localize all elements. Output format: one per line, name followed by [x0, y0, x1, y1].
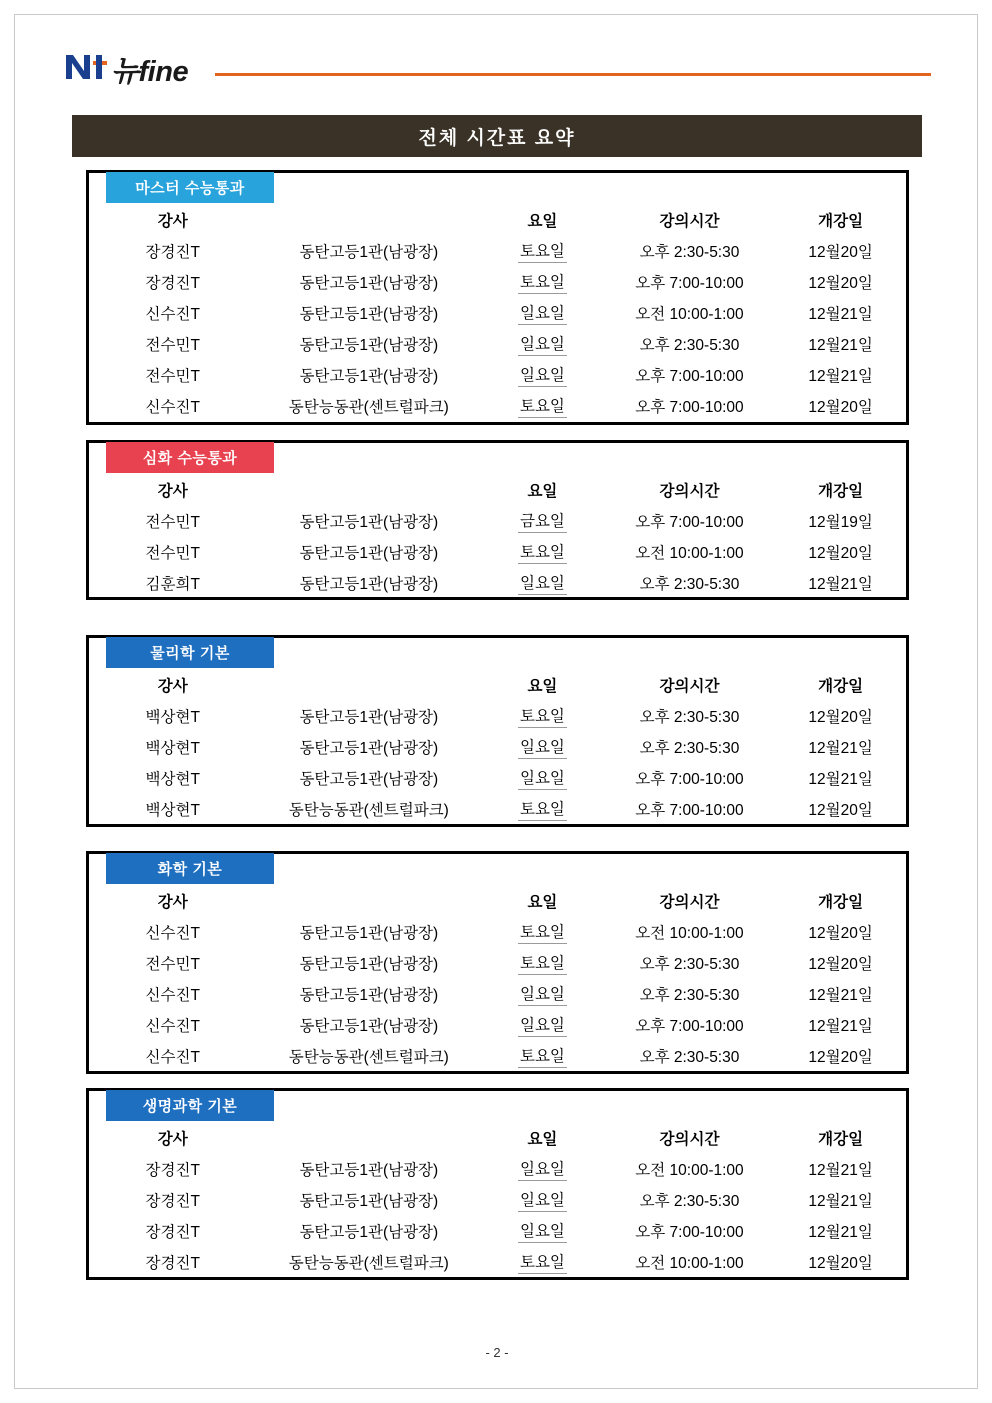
cell-place: 동탄고등1관(남광장): [299, 305, 439, 323]
table-row: [89, 793, 906, 824]
table-row: [89, 536, 906, 567]
cell-day: 토요일: [481, 1040, 604, 1071]
cell-day: 일요일: [481, 297, 604, 328]
schedule-table: [89, 204, 906, 421]
cell-day: 금요일: [481, 505, 604, 536]
cell-time: 오전 10:00-1:00: [635, 1254, 744, 1272]
cell-time: 오후 7:00-10:00: [635, 398, 744, 416]
column-header-teacher: 강사: [157, 482, 188, 500]
cell-teacher: 신수진T: [145, 1048, 200, 1066]
cell-start: 12월20일: [808, 708, 873, 726]
cell-teacher: 신수진T: [145, 305, 200, 323]
cell-start: 12월21일: [808, 770, 873, 788]
column-header-time: 강의시간: [659, 1130, 720, 1148]
cell-day: 토요일: [481, 947, 604, 978]
cell-place: 동탄고등1관(남광장): [299, 243, 439, 261]
cell-place: 동탄고등1관(남광장): [299, 513, 439, 531]
cell-start: 12월20일: [808, 801, 873, 819]
table-row: [89, 567, 906, 598]
cell-day: 토요일: [481, 1246, 604, 1277]
column-header-place: [256, 474, 481, 505]
cell-time: 오후 2:30-5:30: [639, 1048, 740, 1066]
cell-teacher: 전수민T: [145, 955, 200, 973]
cell-place: 동탄고등1관(남광장): [299, 1192, 439, 1210]
section-tag: 화학 기본: [106, 853, 274, 884]
cell-time: 오후 2:30-5:30: [639, 336, 740, 354]
cell-day: 일요일: [481, 1215, 604, 1246]
column-header-day: 요일: [527, 677, 558, 695]
schedule-table: [89, 474, 906, 598]
cell-place: 동탄고등1관(남광장): [299, 575, 439, 593]
cell-start: 12월20일: [808, 1254, 873, 1272]
cell-day: 일요일: [481, 1184, 604, 1215]
page-title: 전체 시간표 요약: [72, 115, 922, 157]
table-header-row: [89, 474, 906, 505]
column-header-day: 요일: [527, 482, 558, 500]
cell-day: 일요일: [481, 359, 604, 390]
cell-time: 오후 2:30-5:30: [639, 986, 740, 1004]
cell-time: 오후 7:00-10:00: [635, 367, 744, 385]
table-row: [89, 731, 906, 762]
cell-time: 오전 10:00-1:00: [635, 305, 744, 323]
section-tag: 물리학 기본: [106, 637, 274, 668]
table-row: [89, 1215, 906, 1246]
table-row: [89, 1184, 906, 1215]
cell-place: 동탄능동관(센트럴파크): [288, 801, 449, 819]
cell-start: 12월21일: [808, 1192, 873, 1210]
cell-day: 토요일: [481, 235, 604, 266]
cell-place: 동탄고등1관(남광장): [299, 739, 439, 757]
table-row: [89, 359, 906, 390]
cell-place: 동탄고등1관(남광장): [299, 1223, 439, 1241]
column-header-time: 강의시간: [659, 893, 720, 911]
cell-teacher: 신수진T: [145, 1017, 200, 1035]
cell-teacher: 백상현T: [145, 770, 200, 788]
cell-teacher: 전수민T: [145, 336, 200, 354]
course-section: [86, 170, 909, 425]
cell-start: 12월21일: [808, 1223, 873, 1241]
table-row: [89, 1246, 906, 1277]
cell-teacher: 전수민T: [145, 367, 200, 385]
cell-day: 일요일: [481, 328, 604, 359]
column-header-time: 강의시간: [659, 482, 720, 500]
cell-day: 토요일: [481, 390, 604, 421]
cell-time: 오후 7:00-10:00: [635, 274, 744, 292]
cell-day: 일요일: [481, 978, 604, 1009]
cell-start: 12월21일: [808, 1161, 873, 1179]
cell-day: 일요일: [481, 567, 604, 598]
schedule-table: [89, 669, 906, 824]
table-row: [89, 978, 906, 1009]
cell-place: 동탄고등1관(남광장): [299, 1017, 439, 1035]
cell-time: 오전 10:00-1:00: [635, 924, 744, 942]
nf-logo-icon: [63, 49, 109, 83]
cell-start: 12월21일: [808, 575, 873, 593]
cell-day: 토요일: [481, 793, 604, 824]
brand-header: [63, 49, 931, 99]
column-header-day: 요일: [527, 212, 558, 230]
table-row: [89, 328, 906, 359]
cell-start: 12월21일: [808, 367, 873, 385]
cell-place: 동탄고등1관(남광장): [299, 708, 439, 726]
cell-day: 일요일: [481, 1009, 604, 1040]
schedule-table: [89, 1122, 906, 1277]
column-header-start: 개강일: [818, 893, 864, 911]
table-header-row: [89, 885, 906, 916]
cell-teacher: 신수진T: [145, 924, 200, 942]
cell-day: 일요일: [481, 731, 604, 762]
table-row: [89, 916, 906, 947]
cell-time: 오후 2:30-5:30: [639, 243, 740, 261]
cell-place: 동탄고등1관(남광장): [299, 1161, 439, 1179]
table-row: [89, 1153, 906, 1184]
table-row: [89, 297, 906, 328]
cell-start: 12월20일: [808, 274, 873, 292]
cell-teacher: 장경진T: [145, 274, 200, 292]
page-number: - 2 -: [485, 1345, 509, 1360]
column-header-teacher: 강사: [157, 1130, 188, 1148]
table-row: [89, 505, 906, 536]
column-header-start: 개강일: [818, 482, 864, 500]
cell-start: 12월19일: [808, 513, 873, 531]
cell-time: 오후 2:30-5:30: [639, 575, 740, 593]
cell-teacher: 전수민T: [145, 513, 200, 531]
table-header-row: [89, 204, 906, 235]
cell-start: 12월21일: [808, 986, 873, 1004]
cell-teacher: 신수진T: [145, 398, 200, 416]
cell-time: 오후 7:00-10:00: [635, 1223, 744, 1241]
cell-teacher: 신수진T: [145, 986, 200, 1004]
table-row: [89, 266, 906, 297]
cell-place: 동탄능동관(센트럴파크): [288, 1254, 449, 1272]
column-header-day: 요일: [527, 1130, 558, 1148]
cell-teacher: 장경진T: [145, 1223, 200, 1241]
cell-start: 12월20일: [808, 955, 873, 973]
column-header-teacher: 강사: [157, 893, 188, 911]
cell-day: 토요일: [481, 266, 604, 297]
table-row: [89, 1009, 906, 1040]
column-header-teacher: 강사: [157, 212, 188, 230]
cell-start: 12월21일: [808, 336, 873, 354]
cell-time: 오후 2:30-5:30: [639, 955, 740, 973]
column-header-day: 요일: [527, 893, 558, 911]
cell-time: 오후 7:00-10:00: [635, 513, 744, 531]
table-header-row: [89, 1122, 906, 1153]
cell-teacher: 장경진T: [145, 1192, 200, 1210]
cell-teacher: 백상현T: [145, 739, 200, 757]
cell-place: 동탄고등1관(남광장): [299, 274, 439, 292]
section-tag: 심화 수능통과: [106, 442, 274, 473]
column-header-start: 개강일: [818, 1130, 864, 1148]
cell-teacher: 김훈희T: [145, 575, 200, 593]
table-header-row: [89, 669, 906, 700]
table-row: [89, 1040, 906, 1071]
cell-time: 오후 7:00-10:00: [635, 1017, 744, 1035]
course-section: [86, 440, 909, 600]
cell-place: 동탄고등1관(남광장): [299, 924, 439, 942]
cell-start: 12월21일: [808, 739, 873, 757]
cell-place: 동탄고등1관(남광장): [299, 544, 439, 562]
cell-teacher: 백상현T: [145, 801, 200, 819]
cell-place: 동탄고등1관(남광장): [299, 367, 439, 385]
cell-start: 12월20일: [808, 398, 873, 416]
cell-day: 일요일: [481, 762, 604, 793]
column-header-time: 강의시간: [659, 212, 720, 230]
cell-teacher: 장경진T: [145, 243, 200, 261]
column-header-start: 개강일: [818, 212, 864, 230]
table-row: [89, 700, 906, 731]
cell-time: 오후 2:30-5:30: [639, 739, 740, 757]
column-header-start: 개강일: [818, 677, 864, 695]
cell-teacher: 장경진T: [145, 1161, 200, 1179]
cell-start: 12월20일: [808, 243, 873, 261]
course-section: [86, 635, 909, 827]
cell-time: 오후 7:00-10:00: [635, 801, 744, 819]
table-row: [89, 947, 906, 978]
cell-time: 오후 2:30-5:30: [639, 1192, 740, 1210]
column-header-place: [256, 204, 481, 235]
column-header-place: [256, 885, 481, 916]
cell-day: 토요일: [481, 536, 604, 567]
cell-start: 12월20일: [808, 924, 873, 942]
column-header-place: [256, 1122, 481, 1153]
cell-teacher: 백상현T: [145, 708, 200, 726]
column-header-place: [256, 669, 481, 700]
cell-start: 12월21일: [808, 1017, 873, 1035]
table-row: [89, 235, 906, 266]
cell-day: 토요일: [481, 700, 604, 731]
section-tag: 마스터 수능통과: [106, 172, 274, 203]
cell-start: 12월20일: [808, 1048, 873, 1066]
header-rule: [215, 73, 931, 76]
brand-name: 뉴fine: [111, 56, 189, 88]
document-page: [14, 14, 978, 1389]
cell-start: 12월21일: [808, 305, 873, 323]
cell-place: 동탄고등1관(남광장): [299, 336, 439, 354]
section-tag: 생명과학 기본: [106, 1090, 274, 1121]
cell-time: 오후 7:00-10:00: [635, 770, 744, 788]
column-header-time: 강의시간: [659, 677, 720, 695]
column-header-teacher: 강사: [157, 677, 188, 695]
table-row: [89, 762, 906, 793]
cell-place: 동탄능동관(센트럴파크): [288, 398, 449, 416]
cell-teacher: 전수민T: [145, 544, 200, 562]
cell-place: 동탄능동관(센트럴파크): [288, 1048, 449, 1066]
schedule-table: [89, 885, 906, 1071]
cell-teacher: 장경진T: [145, 1254, 200, 1272]
cell-place: 동탄고등1관(남광장): [299, 986, 439, 1004]
cell-time: 오전 10:00-1:00: [635, 544, 744, 562]
cell-time: 오전 10:00-1:00: [635, 1161, 744, 1179]
cell-place: 동탄고등1관(남광장): [299, 955, 439, 973]
course-section: [86, 851, 909, 1074]
cell-day: 일요일: [481, 1153, 604, 1184]
cell-place: 동탄고등1관(남광장): [299, 770, 439, 788]
table-row: [89, 390, 906, 421]
course-section: [86, 1088, 909, 1280]
cell-day: 토요일: [481, 916, 604, 947]
cell-start: 12월20일: [808, 544, 873, 562]
cell-time: 오후 2:30-5:30: [639, 708, 740, 726]
